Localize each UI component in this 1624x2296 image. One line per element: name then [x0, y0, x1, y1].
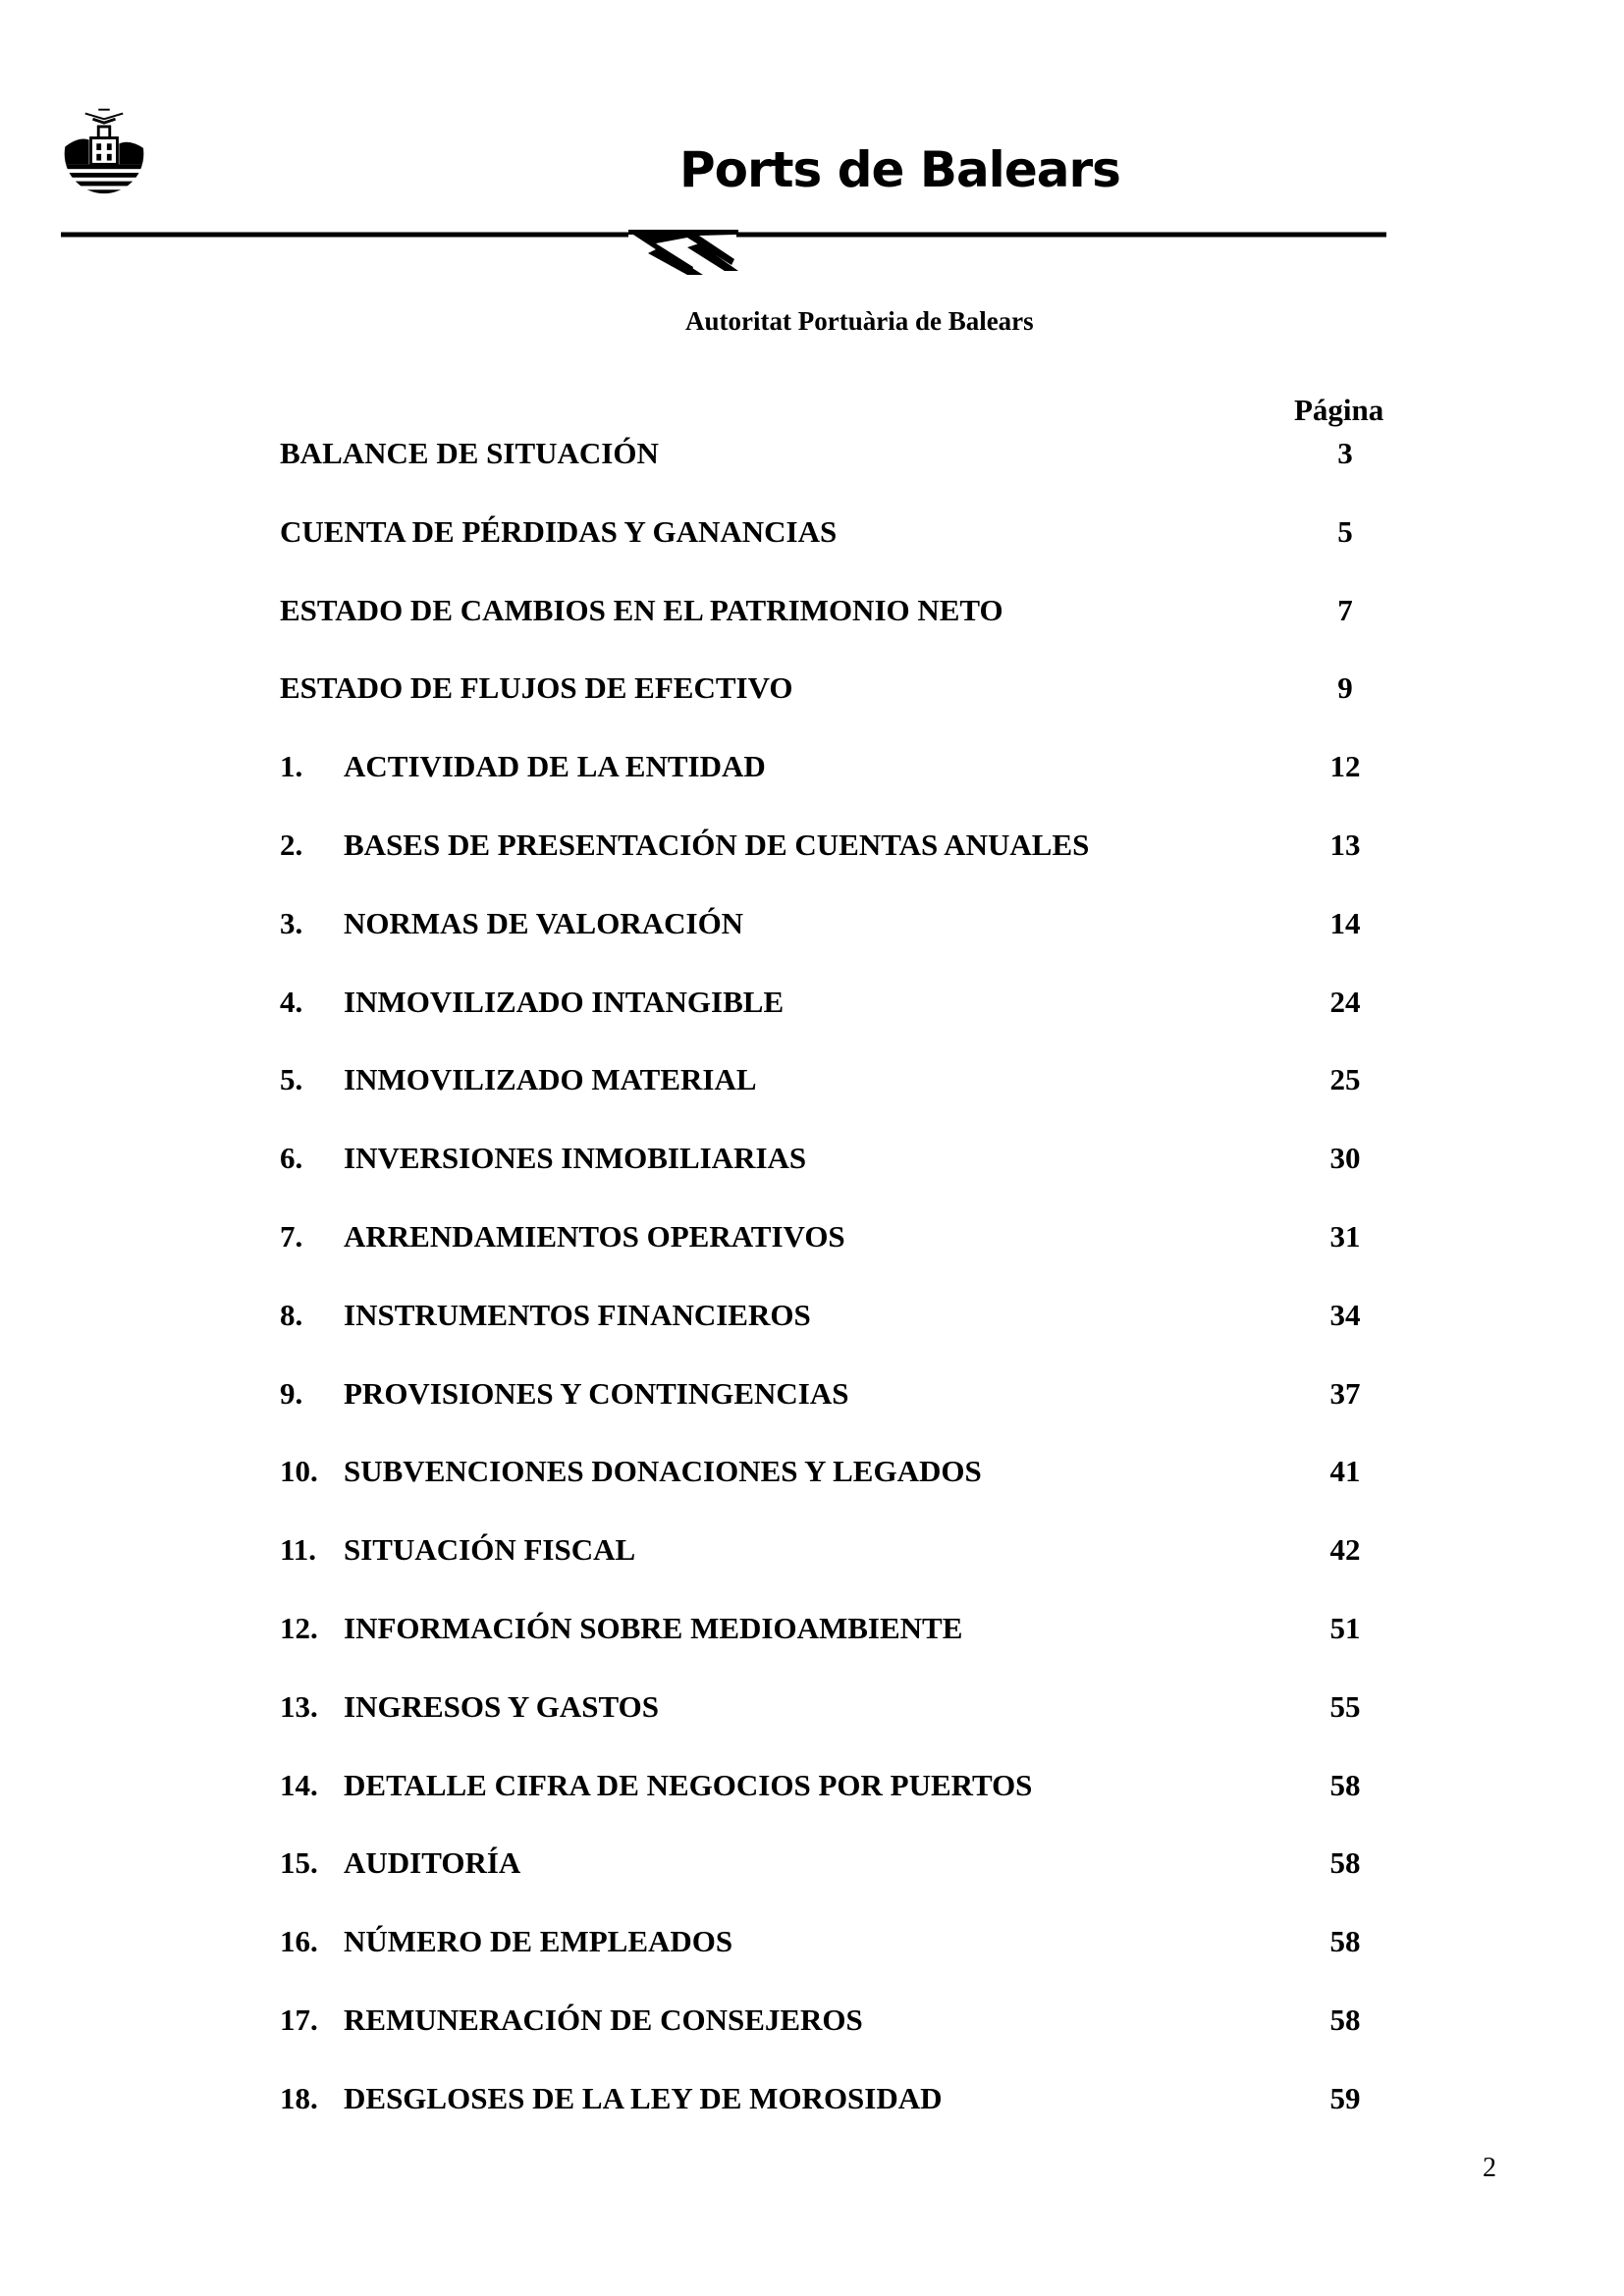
toc-entry-page: 12: [1329, 749, 1361, 783]
toc-entry-page: 25: [1329, 1062, 1361, 1096]
toc-entry-number: 8.: [280, 1298, 303, 1332]
toc-entry: [0, 2079, 1624, 2118]
toc-entry-title: NÚMERO DE EMPLEADOS: [344, 1924, 733, 1958]
toc-entry-number: 13.: [280, 1689, 318, 1724]
toc-entry: [0, 2001, 1624, 2040]
toc-entry-title: DESGLOSES DE LA LEY DE MOROSIDAD: [344, 2081, 943, 2115]
toc-entry-title: INVERSIONES INMOBILIARIAS: [344, 1141, 807, 1175]
toc-entry-page: 31: [1329, 1219, 1361, 1254]
toc-entry-title: REMUNERACIÓN DE CONSEJEROS: [344, 2002, 863, 2037]
toc-entry-number: 15.: [280, 1845, 318, 1880]
toc-entry-number: 3.: [280, 906, 303, 940]
toc-entry-page: 51: [1329, 1611, 1361, 1645]
toc-entry: [0, 1139, 1624, 1178]
toc-entry: [0, 1843, 1624, 1883]
toc-entry-page: 7: [1337, 593, 1353, 627]
toc-entry-page: 42: [1329, 1532, 1361, 1567]
toc-entry-number: 11.: [280, 1532, 317, 1567]
page-number: 2: [1483, 2153, 1496, 2183]
toc-entry-page: 55: [1329, 1689, 1361, 1724]
toc-entry-page: 3: [1337, 436, 1353, 470]
toc-entry-number: 7.: [280, 1219, 303, 1254]
toc-entry-title: INGRESOS Y GASTOS: [344, 1689, 660, 1724]
toc-entry-title: ESTADO DE FLUJOS DE EFECTIVO: [280, 670, 793, 705]
toc-entry: [0, 1922, 1624, 1961]
lighthouse-logo-icon: [57, 102, 151, 196]
toc-entry: [0, 1766, 1624, 1805]
toc-entry-number: 10.: [280, 1454, 318, 1488]
toc-entry-title: INMOVILIZADO MATERIAL: [344, 1062, 757, 1096]
toc-entry-title: PROVISIONES Y CONTINGENCIAS: [344, 1376, 849, 1411]
toc-entry-number: 6.: [280, 1141, 303, 1175]
toc-entry-number: 2.: [280, 828, 303, 862]
toc-entry-title: INMOVILIZADO INTANGIBLE: [344, 985, 785, 1019]
toc-entry-page: 58: [1329, 1924, 1361, 1958]
toc-entry-title: DETALLE CIFRA DE NEGOCIOS POR PUERTOS: [344, 1768, 1033, 1802]
toc-entry-number: 14.: [280, 1768, 318, 1802]
toc-entry-title: ESTADO DE CAMBIOS EN EL PATRIMONIO NETO: [280, 593, 1003, 627]
toc-entry: [0, 434, 1624, 473]
toc-entry-title: SUBVENCIONES DONACIONES Y LEGADOS: [344, 1454, 982, 1488]
toc-entry-title: NORMAS DE VALORACIÓN: [344, 906, 744, 940]
toc-entry-page: 30: [1329, 1141, 1361, 1175]
toc-entry-page: 9: [1337, 670, 1353, 705]
toc-entry-page: 41: [1329, 1454, 1361, 1488]
toc-entry-number: 12.: [280, 1611, 318, 1645]
toc-entry-page: 37: [1329, 1376, 1361, 1411]
toc-entry-page: 13: [1329, 828, 1361, 862]
toc-entry-page: 58: [1329, 2002, 1361, 2037]
toc-entry: [0, 1530, 1624, 1570]
toc-entry-number: 4.: [280, 985, 303, 1019]
toc-entry-number: 9.: [280, 1376, 303, 1411]
toc-entry-title: SITUACIÓN FISCAL: [344, 1532, 636, 1567]
toc-entry: [0, 668, 1624, 708]
toc-entry: [0, 591, 1624, 630]
toc-entry-title: BALANCE DE SITUACIÓN: [280, 436, 659, 470]
toc-entry-number: 1.: [280, 749, 303, 783]
toc-entry-number: 5.: [280, 1062, 303, 1096]
toc-entry: [0, 1217, 1624, 1256]
toc-entry: [0, 1060, 1624, 1099]
toc-entry: [0, 1609, 1624, 1648]
toc-entry-title: INFORMACIÓN SOBRE MEDIOAMBIENTE: [344, 1611, 963, 1645]
toc-entry-number: 16.: [280, 1924, 318, 1958]
toc-entry-title: INSTRUMENTOS FINANCIEROS: [344, 1298, 811, 1332]
toc-entry-title: AUDITORÍA: [344, 1845, 521, 1880]
toc-entry-page: 58: [1329, 1768, 1361, 1802]
toc-entry-page: 34: [1329, 1298, 1361, 1332]
header-rule: [0, 218, 1624, 277]
toc-entry: [0, 747, 1624, 786]
toc-entry-number: 17.: [280, 2002, 318, 2037]
toc-entry: [0, 826, 1624, 865]
toc-entry-number: 18.: [280, 2081, 318, 2115]
toc-entry-page: 5: [1337, 514, 1353, 549]
toc-entry-title: BASES DE PRESENTACIÓN DE CUENTAS ANUALES: [344, 828, 1090, 862]
toc-entry: [0, 1296, 1624, 1335]
toc-entry-title: CUENTA DE PÉRDIDAS Y GANANCIAS: [280, 514, 838, 549]
toc-entry-page: 14: [1329, 906, 1361, 940]
port-emblem-icon: [628, 230, 738, 275]
toc-entry: [0, 1374, 1624, 1414]
page-column-header: Página: [1294, 393, 1384, 427]
toc-entry-page: 24: [1329, 985, 1361, 1019]
toc-entry: [0, 1687, 1624, 1727]
toc-entry-title: ARRENDAMIENTOS OPERATIVOS: [344, 1219, 845, 1254]
toc-entry: [0, 904, 1624, 943]
brand-title: Ports de Balears: [679, 141, 1120, 198]
toc-entry-title: ACTIVIDAD DE LA ENTIDAD: [344, 749, 766, 783]
toc-entry: [0, 512, 1624, 552]
toc-entry-page: 59: [1329, 2081, 1361, 2115]
toc-entry: [0, 1452, 1624, 1491]
toc-entry: [0, 983, 1624, 1022]
toc-entry-page: 58: [1329, 1845, 1361, 1880]
authority-subtitle: Autoritat Portuària de Balears: [685, 306, 1034, 336]
